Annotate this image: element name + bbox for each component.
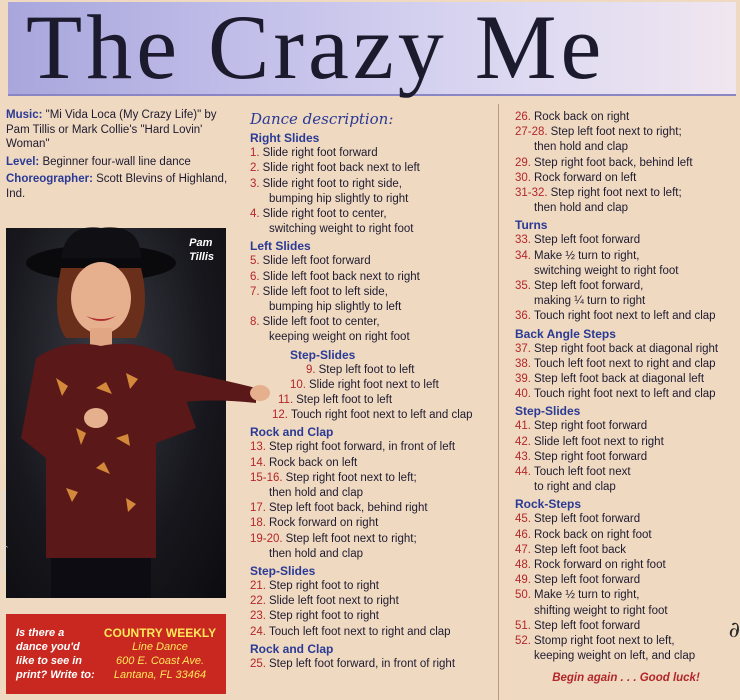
step-text: Step right foot back, behind left <box>534 156 693 169</box>
step-number: 2. <box>250 162 260 175</box>
step-number: 39. <box>515 373 531 386</box>
step-item <box>250 177 495 192</box>
step-continuation: switching weight to right foot <box>534 264 679 277</box>
level-info <box>6 155 231 170</box>
step-continuation: then hold and clap <box>534 141 628 154</box>
step-text: Slide right foot next to left <box>309 378 439 391</box>
decorative-swirl-icon: ∂ <box>728 618 740 643</box>
step-item <box>250 254 495 269</box>
step-continuation: shifting weight to right foot <box>534 604 668 617</box>
closing-line: Begin again . . . Good luck! <box>552 671 700 684</box>
section-heading: Step-Slides <box>515 404 581 419</box>
step-number: 25. <box>250 657 266 670</box>
step-number: 5. <box>250 255 260 268</box>
step-text: Step right foot next to left; <box>285 471 417 484</box>
step-number: 31-32. <box>515 187 548 200</box>
step-number: 10. <box>290 378 306 391</box>
step-continuation: then hold and clap <box>534 202 628 215</box>
step-text: Step right foot forward, in front of left <box>269 441 456 454</box>
step-number: 17. <box>250 502 266 515</box>
address-street: 600 E. Coast Ave. <box>115 655 205 667</box>
step-item <box>250 594 495 609</box>
step-number: 38. <box>515 357 531 370</box>
step-item <box>515 588 737 603</box>
step-continuation: making ¼ turn to right <box>534 295 646 308</box>
step-item <box>250 657 495 672</box>
step-text: Touch right foot next to left and clap <box>291 409 473 422</box>
step-text: Step right foot forward <box>534 450 648 463</box>
publication-name: COUNTRY WEEKLY <box>103 626 217 640</box>
step-number: 52. <box>515 635 531 648</box>
step-text: Touch right foot next to left and clap <box>534 388 716 401</box>
step-text: Touch left foot next to right and clap <box>534 357 716 370</box>
submission-box <box>6 614 226 694</box>
step-number: 50. <box>515 589 531 602</box>
step-item <box>250 516 495 531</box>
step-text: Step left foot forward, <box>534 280 644 293</box>
step-number: 12. <box>272 409 288 422</box>
title-banner <box>8 2 736 96</box>
step-item <box>250 161 495 176</box>
step-continuation: bumping hip slightly to right <box>269 192 409 205</box>
singer-photo <box>1 228 226 598</box>
address-city: Lantana, FL 33464 <box>113 669 207 681</box>
section-heading: Turns <box>515 218 548 233</box>
step-item <box>515 372 737 387</box>
step-item <box>515 110 737 125</box>
step-number: 11. <box>278 394 294 407</box>
step-item <box>250 270 495 285</box>
step-number: 7. <box>250 285 260 298</box>
step-text: Step right foot back at diagonal right <box>534 342 719 355</box>
step-number: 45. <box>515 513 531 526</box>
step-number: 21. <box>250 580 266 593</box>
step-item <box>250 501 495 516</box>
address-dept: Line Dance <box>132 641 188 653</box>
step-item <box>250 378 495 393</box>
step-text: Step left foot next to right; <box>550 126 682 139</box>
section-heading: Step-Slides <box>250 564 316 579</box>
step-text: Slide right foot forward <box>262 147 378 160</box>
steps-column-1 <box>250 110 495 672</box>
step-text: Step left foot forward <box>534 574 641 587</box>
step-number: 23. <box>250 610 266 623</box>
step-text: Step right foot to right <box>269 580 379 593</box>
step-item <box>515 619 737 634</box>
step-continuation: to right and clap <box>534 481 616 494</box>
step-item <box>515 512 737 527</box>
step-text: Step left foot to left <box>318 363 415 376</box>
section-heading: Rock and Clap <box>250 425 334 440</box>
question-line: like to see in <box>16 655 83 667</box>
step-number: 22. <box>250 595 266 608</box>
step-text: Slide left foot next to right <box>534 435 664 448</box>
step-text: Step left foot next to right; <box>285 532 417 545</box>
step-text: Rock forward on right <box>269 517 379 530</box>
step-number: 18. <box>250 517 266 530</box>
step-item <box>515 435 737 450</box>
step-item <box>250 456 495 471</box>
step-continuation: keeping weight on left, and clap <box>534 650 696 663</box>
step-number: 30. <box>515 171 531 184</box>
step-item <box>515 450 737 465</box>
caption-line-2: Tillis <box>189 251 214 263</box>
step-continuation: then hold and clap <box>269 547 363 560</box>
step-item <box>515 233 737 248</box>
step-item <box>515 249 737 264</box>
question-line: print? Write to: <box>16 669 95 681</box>
section-heading: Step-Slides <box>290 347 356 362</box>
step-number: 51. <box>515 619 531 632</box>
step-text: Rock forward on left <box>534 171 637 184</box>
step-item <box>515 342 737 357</box>
photo-credit: Photo by Robin Lombardo <box>1 490 8 572</box>
section-heading: Back Angle Steps <box>515 326 616 341</box>
step-continuation: bumping hip slightly to left <box>269 301 402 314</box>
step-item <box>515 387 737 402</box>
step-number: 27-28. <box>515 126 548 139</box>
step-text: Step left foot forward, in front of right <box>269 657 456 670</box>
step-text: Step left foot forward <box>534 513 641 526</box>
step-item <box>515 156 737 171</box>
step-item <box>250 579 495 594</box>
step-number: 42. <box>515 435 531 448</box>
step-text: Slide left foot forward <box>262 255 371 268</box>
step-item <box>515 309 737 324</box>
step-continuation: switching weight to right foot <box>269 223 414 236</box>
level-label: Level: <box>6 155 40 168</box>
step-number: 49. <box>515 574 531 587</box>
caption-line-1: Pam <box>189 237 213 249</box>
step-number: 43. <box>515 450 531 463</box>
step-number: 14. <box>250 456 266 469</box>
singer-illustration <box>6 228 226 598</box>
step-text: Slide right foot back next to left <box>262 162 420 175</box>
step-number: 48. <box>515 559 531 572</box>
step-text: Step left foot forward <box>534 619 641 632</box>
step-text: Rock forward on right foot <box>534 559 666 572</box>
step-number: 41. <box>515 420 531 433</box>
step-number: 1. <box>250 147 260 160</box>
step-number: 36. <box>515 310 531 323</box>
step-continuation: keeping weight on right foot <box>269 331 410 344</box>
step-text: Make ½ turn to right, <box>534 249 640 262</box>
step-item <box>250 532 495 547</box>
question-line: Is there a <box>16 627 65 639</box>
section-heading: Right Slides <box>250 131 320 146</box>
step-item <box>515 357 737 372</box>
step-number: 44. <box>515 466 531 479</box>
step-text: Stomp right foot next to left, <box>534 635 675 648</box>
step-text: Step right foot next to left; <box>550 187 682 200</box>
step-number: 9. <box>306 363 316 376</box>
step-number: 40. <box>515 388 531 401</box>
steps-column-2 <box>515 110 737 686</box>
step-item <box>250 609 495 624</box>
mailing-address <box>98 626 222 682</box>
section-heading: Rock-Steps <box>515 497 582 512</box>
photo-caption <box>189 236 214 264</box>
step-text: Rock back on left <box>269 456 358 469</box>
step-number: 6. <box>250 270 260 283</box>
choreographer-label: Choreographer: <box>6 173 93 185</box>
step-item <box>515 465 737 480</box>
step-text: Step right foot to right <box>269 610 379 623</box>
music-info <box>6 108 231 152</box>
page-title: The Crazy Me <box>26 0 606 98</box>
step-number: 8. <box>250 316 260 329</box>
step-item <box>515 419 737 434</box>
music-text: "Mi Vida Loca (My Crazy Life)" by Pam Tillis or Mark Collie's "Hard Lovin' Woman" <box>6 109 217 150</box>
step-number: 24. <box>250 625 266 638</box>
step-text: Slide left foot back next to right <box>262 270 420 283</box>
step-text: Slide right foot to center, <box>262 208 387 221</box>
submission-question <box>16 626 96 682</box>
step-number: 34. <box>515 249 531 262</box>
step-text: Slide left foot to center, <box>262 316 380 329</box>
step-number: 35. <box>515 280 531 293</box>
step-text: Touch left foot next to right and clap <box>269 625 451 638</box>
music-label: Music: <box>6 109 43 121</box>
step-text: Slide left foot to left side, <box>262 285 388 298</box>
step-item <box>250 363 495 378</box>
step-text: Step right foot forward <box>534 420 648 433</box>
level-text: Beginner four-wall line dance <box>42 155 191 168</box>
step-item <box>515 125 737 140</box>
step-text: Step left foot back, behind right <box>269 502 428 515</box>
step-text: Slide right foot to right side, <box>262 177 402 190</box>
step-text: Make ½ turn to right, <box>534 589 640 602</box>
step-number: 13. <box>250 441 266 454</box>
step-number: 46. <box>515 528 531 541</box>
step-text: Step left foot forward <box>534 234 641 247</box>
choreographer-info <box>6 172 231 201</box>
step-item <box>250 285 495 300</box>
step-text: Step left foot to left <box>296 394 393 407</box>
step-number: 19-20. <box>250 532 283 545</box>
step-item <box>515 186 737 201</box>
step-item <box>250 440 495 455</box>
choreographer-text: Scott Blevins of Highland, Ind. <box>6 173 228 200</box>
step-text: Rock back on right <box>534 111 630 123</box>
step-text: Rock back on right foot <box>534 528 652 541</box>
step-number: 29. <box>515 156 531 169</box>
step-item <box>250 408 495 423</box>
section-heading: Rock and Clap <box>250 641 334 656</box>
step-item <box>515 558 737 573</box>
step-number: 4. <box>250 208 260 221</box>
step-item <box>250 315 495 330</box>
step-item <box>515 573 737 588</box>
dance-info <box>6 108 231 204</box>
step-text: Step left foot back at diagonal left <box>534 373 705 386</box>
step-item <box>515 279 737 294</box>
step-text: Slide left foot next to right <box>269 595 399 608</box>
step-item <box>250 625 495 640</box>
step-number: 15-16. <box>250 471 283 484</box>
step-number: 26. <box>515 111 531 123</box>
step-number: 37. <box>515 342 531 355</box>
step-item <box>515 543 737 558</box>
step-item <box>515 634 737 649</box>
question-line: dance you'd <box>16 641 80 653</box>
column-divider <box>498 104 499 700</box>
step-item <box>250 207 495 222</box>
section-heading: Left Slides <box>250 239 311 254</box>
step-number: 33. <box>515 234 531 247</box>
step-text: Touch right foot next to left and clap <box>534 310 716 323</box>
step-number: 3. <box>250 177 260 190</box>
step-item <box>250 393 495 408</box>
step-continuation: then hold and clap <box>269 487 363 500</box>
step-item <box>250 146 495 161</box>
step-text: Touch left foot next <box>534 466 631 479</box>
step-text: Step left foot back <box>534 543 627 556</box>
dance-description-title: Dance description: <box>250 110 394 128</box>
step-item <box>250 471 495 486</box>
step-item <box>515 171 737 186</box>
step-item <box>515 528 737 543</box>
step-number: 47. <box>515 543 531 556</box>
